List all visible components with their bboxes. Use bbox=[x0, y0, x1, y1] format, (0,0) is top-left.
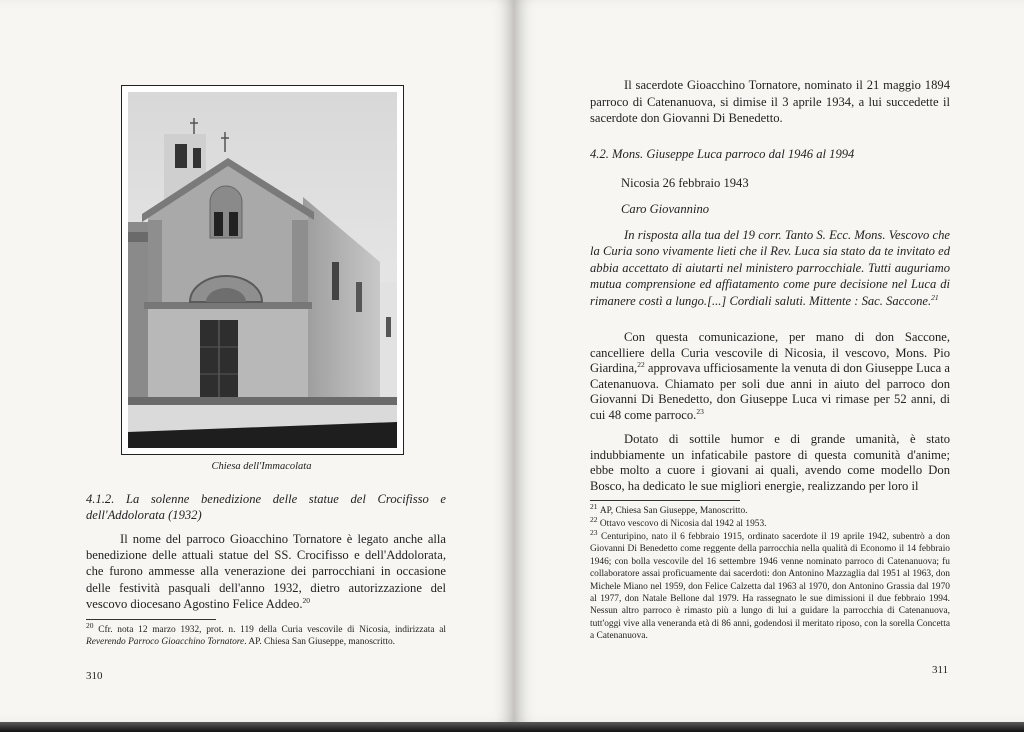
footnote-ref-22: 22 bbox=[637, 360, 645, 369]
intro-paragraph: Il sacerdote Gioacchino Tornatore, nominato il 21 maggio 1894 parroco di Catenanuova, si dimise il 3 aprile 1934, a lui succedette il sacerdote don Giovanni Di Benedetto. bbox=[590, 78, 950, 126]
footnote-22-text: Ottavo vescovo di Nicosia dal 1942 al 1953. bbox=[599, 519, 767, 529]
bottom-edge bbox=[0, 722, 1024, 732]
footnote-23-text: Centuripino, nato il 6 febbraio 1915, ordinato sacerdote il 19 aprile 1942, subentrò a don Giovanni Di Benedetto come reggente della parrocchia nella qualità di Economo il 14 febbraio 1946; con bolla vescovile del 16 settembre 1946 venne nominato parroco di Catenanuova; fu collaboratore assai proficuamente dai sacerdoti: don Antonino Mazzaglia dal 1951 al 1963, don Michele Miano nel 1959, don Felice Calzetta dal 1963 al 1970, don Antonino Grassia dal 1970 al 1977, don Natale Bellone dal 1979. Ha rassegnato le sue dimissioni il due febbraio 1994. Nessun altro parroco è rimasto più a lungo di lui a guidare la parrocchia di Catenanuova, tutt'oggi vive alla veneranda età di 86 anni, godendosi il meritato riposo, con la sorella Concetta a Catenanuova. bbox=[590, 532, 950, 642]
right-page bbox=[514, 0, 1024, 722]
footnote-21-num: 21 bbox=[590, 501, 598, 511]
page-number-right: 311 bbox=[932, 664, 949, 676]
footnote-23 bbox=[590, 527, 950, 643]
footnote-rule-right bbox=[590, 500, 740, 501]
church-photo-frame bbox=[121, 85, 404, 455]
letter-place-date: Nicosia 26 febbraio 1943 bbox=[621, 176, 749, 190]
left-page bbox=[0, 0, 514, 722]
p2-text-a: Con questa comunicazione, per mano di don Saccone, cancelliere della Curia vescovile di Nicosia, il vescovo, Mons. Pio Giardina, bbox=[590, 330, 950, 376]
paragraph-statues bbox=[86, 531, 446, 612]
letter-body bbox=[590, 227, 950, 309]
footnote-20-text-italic: Reverendo Parroco Gioacchino Tornatore bbox=[86, 637, 245, 648]
footnote-22 bbox=[590, 514, 950, 530]
p2-text-b: approvava ufficiosamente la venuta di don Giuseppe Luca a Catenanuova. Chiamato per soli due anni in aiuto del parroco don Giovanni Di Benedetto, don Giuseppe Luca vi rimase per 52 anni, di cui 48 come parroco. bbox=[590, 361, 950, 422]
letter-salutation: Caro Giovannino bbox=[621, 202, 710, 216]
footnote-rule bbox=[86, 619, 216, 620]
footnote-23-num: 23 bbox=[590, 527, 598, 537]
paragraph-humor: Dotato di sottile humor e di grande umanità, è stato indubbiamente un infaticabile pastore di questa comunità d'anime; ebbe molto a cuore i giovani ai quali, avendo come modello Don Bosco, ha dedicato le sue migliori energie, realizzando per loro il bbox=[590, 432, 950, 493]
letter-body-text: In risposta alla tua del 19 corr. Tanto S. Ecc. Mons. Vescovo che la Curia sono vivamente lieti che il Rev. Luca sia stato da te invitato ed abbia accettato di aiutarti nel ministero parrocchiale. Tutti auguriamo mutua comprensione ed affiatamento come pure decisione nel Luca di rimanere costì a lungo.[...] Cordiali saluti. Mittente : Sac. Saccone. bbox=[590, 228, 950, 308]
footnote-21-text: AP, Chiesa San Giuseppe, Manoscritto. bbox=[599, 506, 748, 516]
photo-caption: Chiesa dell'Immacolata bbox=[211, 461, 312, 472]
paragraph-communication bbox=[590, 330, 950, 424]
footnote-20 bbox=[86, 620, 446, 649]
footnote-ref-23: 23 bbox=[696, 406, 704, 416]
footnote-ref-21: 21 bbox=[931, 292, 939, 302]
church-photo bbox=[128, 92, 397, 448]
section-title-4-2: 4.2. Mons. Giuseppe Luca parroco dal 1946 al 1994 bbox=[590, 147, 855, 161]
footnote-21 bbox=[590, 501, 950, 517]
footnote-20-num: 20 bbox=[86, 620, 94, 630]
footnote-20-text-b: . AP. Chiesa San Giuseppe, manoscritto. bbox=[244, 637, 395, 648]
section-title-4-1-2: 4.1.2. La solenne benedizione delle statue del Crocifisso e dell'Addolorata (1932) bbox=[86, 492, 446, 522]
footnote-ref-20: 20 bbox=[302, 595, 311, 605]
paragraph-statues-text: Il nome del parroco Gioacchino Tornatore è legato anche alla benedizione delle attuali statue del SS. Crocifisso e dell'Addolorata, che furono ammesse alla venerazione dei parrocchiani in occasione delle festività pasquali dell'anno 1932, dietro autorizzazione del vescovo diocesano Agostino Felice Addeo. bbox=[86, 532, 446, 611]
footnote-20-text-a: Cfr. nota 12 marzo 1932, prot. n. 119 della Curia vescovile di Nicosia, indirizzata al bbox=[98, 625, 446, 635]
page-number-left: 310 bbox=[86, 670, 103, 682]
footnote-22-num: 22 bbox=[590, 514, 598, 524]
